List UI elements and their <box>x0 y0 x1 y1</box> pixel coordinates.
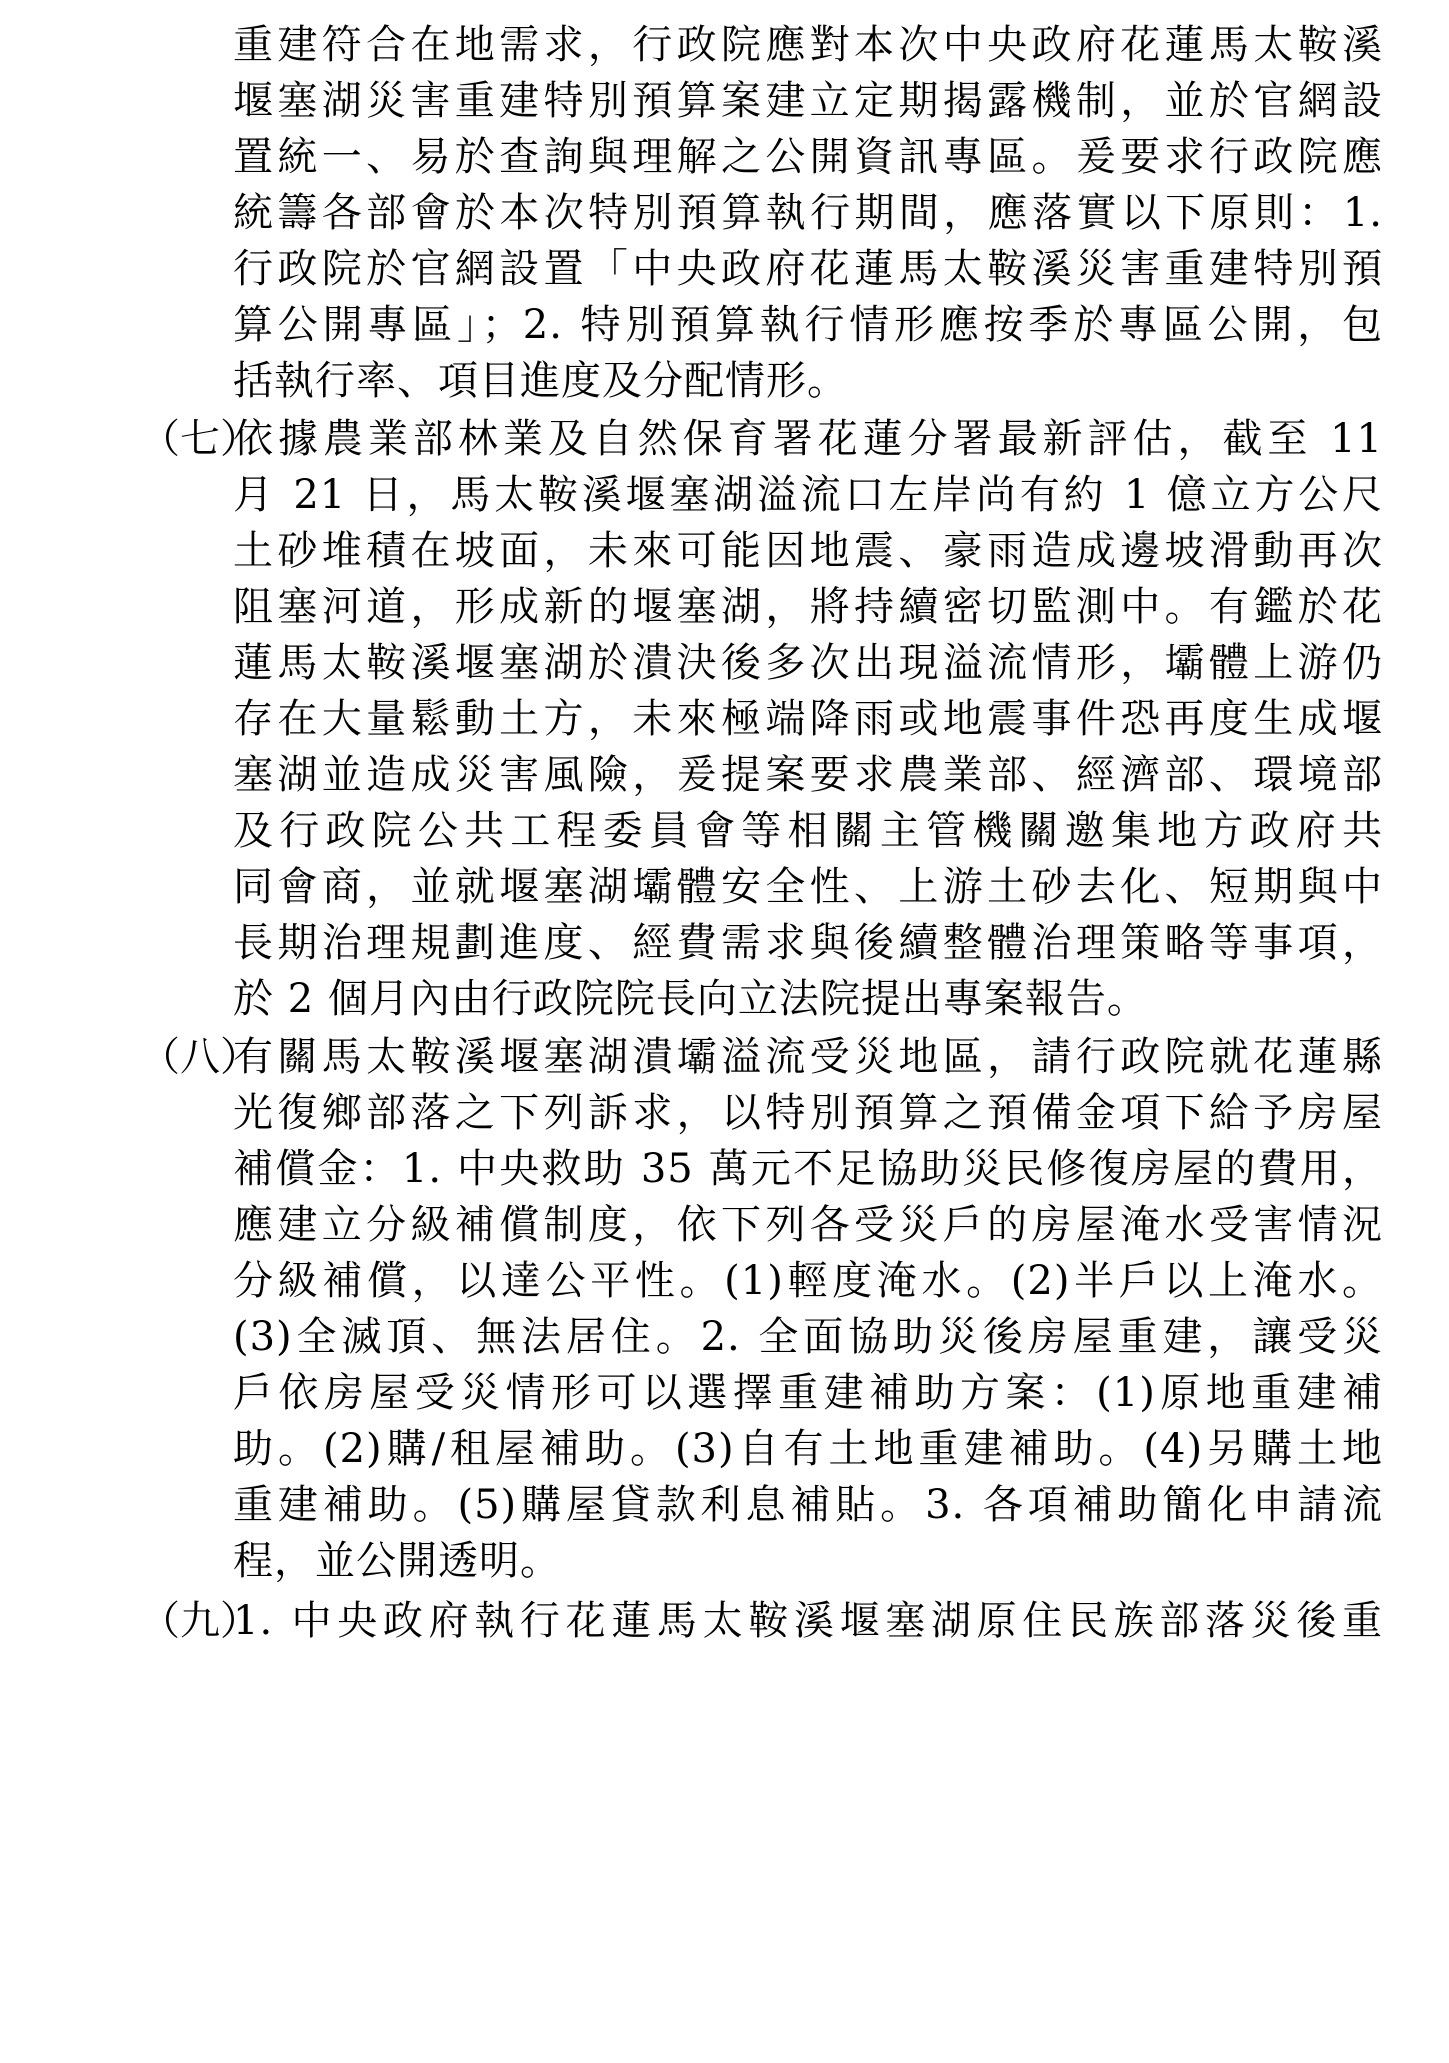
paragraph-line: 括執行率、項目進度及分配情形。 <box>233 358 848 404</box>
paragraph-line: 月 21 日，馬太鞍溪堰塞湖溢流口左岸尚有約 1 億立方公尺 <box>233 472 1383 518</box>
paragraph-line: 重建補助。(5)購屋貸款利息補貼。3. 各項補助簡化申請流 <box>233 1482 1383 1528</box>
paragraph-line: 土砂堆積在坡面，未來可能因地震、豪雨造成邊坡滑動再次 <box>233 528 1383 574</box>
paragraph-line: 統籌各部會於本次特別預算執行期間，應落實以下原則：1. <box>233 190 1383 236</box>
item-marker: （七） <box>140 416 260 462</box>
paragraph-line: 分級補償，以達公平性。(1)輕度淹水。(2)半戶以上淹水。 <box>233 1258 1383 1304</box>
paragraph-line: 同會商，並就堰塞湖壩體安全性、上游土砂去化、短期與中 <box>233 864 1383 910</box>
paragraph-line: 1. 中央政府執行花蓮馬太鞍溪堰塞湖原住民族部落災後重 <box>233 1598 1383 1644</box>
paragraph-line: 應建立分級補償制度，依下列各受災戶的房屋淹水受害情況 <box>233 1202 1383 1248</box>
paragraph-line: 光復鄉部落之下列訴求，以特別預算之預備金項下給予房屋 <box>233 1090 1383 1136</box>
paragraph-line: 於 2 個月內由行政院院長向立法院提出專案報告。 <box>233 976 1148 1022</box>
item-marker: （八） <box>140 1034 260 1080</box>
paragraph-line: 置統一、易於查詢與理解之公開資訊專區。爰要求行政院應 <box>233 134 1383 180</box>
paragraph-line: (3)全滅頂、無法居住。2. 全面協助災後房屋重建，讓受災 <box>233 1314 1383 1360</box>
paragraph-line: 行政院於官網設置「中央政府花蓮馬太鞍溪災害重建特別預 <box>233 246 1383 292</box>
paragraph-line: 算公開專區」；2. 特別預算執行情形應按季於專區公開，包 <box>233 302 1383 348</box>
paragraph-line: 蓮馬太鞍溪堰塞湖於潰決後多次出現溢流情形，壩體上游仍 <box>233 640 1383 686</box>
paragraph-line: 存在大量鬆動土方，未來極端降雨或地震事件恐再度生成堰 <box>233 696 1383 742</box>
paragraph-line: 及行政院公共工程委員會等相關主管機關邀集地方政府共 <box>233 808 1383 854</box>
paragraph-line: 補償金：1. 中央救助 35 萬元不足協助災民修復房屋的費用， <box>233 1146 1383 1192</box>
paragraph-line: 阻塞河道，形成新的堰塞湖，將持續密切監測中。有鑑於花 <box>233 584 1383 630</box>
paragraph-line: 塞湖並造成災害風險，爰提案要求農業部、經濟部、環境部 <box>233 752 1383 798</box>
paragraph-line: 戶依房屋受災情形可以選擇重建補助方案：(1)原地重建補 <box>233 1370 1383 1416</box>
paragraph-line: 堰塞湖災害重建特別預算案建立定期揭露機制，並於官網設 <box>233 78 1383 124</box>
paragraph-line: 依據農業部林業及自然保育署花蓮分署最新評估，截至 11 <box>233 416 1383 462</box>
paragraph-line: 長期治理規劃進度、經費需求與後續整體治理策略等事項， <box>233 920 1383 966</box>
paragraph-line: 重建符合在地需求，行政院應對本次中央政府花蓮馬太鞍溪 <box>233 22 1383 68</box>
paragraph-line: 程，並公開透明。 <box>233 1538 561 1584</box>
paragraph-line: 助。(2)購/租屋補助。(3)自有土地重建補助。(4)另購土地 <box>233 1426 1383 1472</box>
paragraph-line: 有關馬太鞍溪堰塞湖潰壩溢流受災地區，請行政院就花蓮縣 <box>233 1034 1383 1080</box>
item-marker: （九） <box>140 1598 260 1644</box>
